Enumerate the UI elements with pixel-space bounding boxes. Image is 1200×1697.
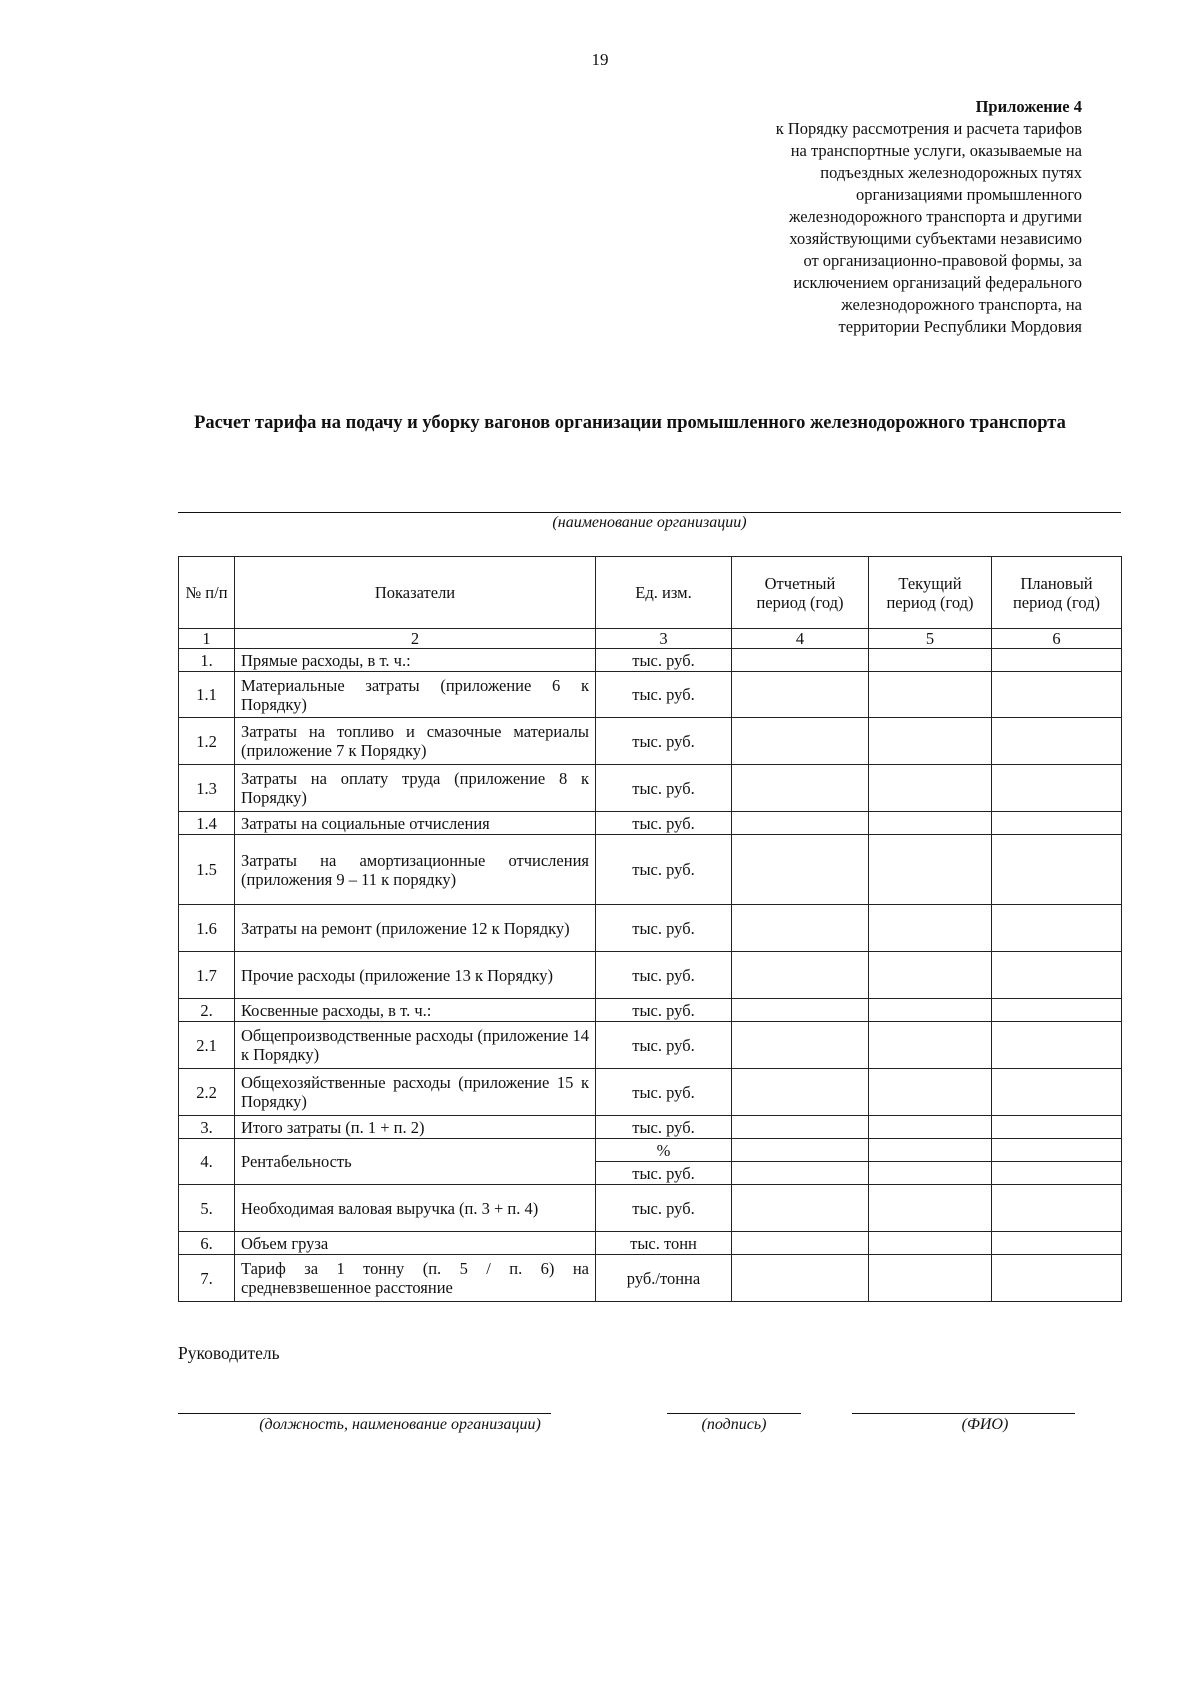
row-unit: тыс. руб.: [596, 672, 732, 718]
column-number-row: [179, 629, 1122, 649]
value-cell-planned[interactable]: [992, 999, 1122, 1022]
value-cell-planned[interactable]: [992, 1069, 1122, 1116]
header-num: № п/п: [179, 557, 235, 629]
row-num: 1.5: [179, 835, 235, 905]
value-cell-current[interactable]: [869, 812, 992, 835]
table-row: [179, 718, 1122, 765]
row-num: 4.: [179, 1139, 235, 1185]
value-cell-current[interactable]: [869, 905, 992, 952]
appendix-line: хозяйствующими субъектами независимо: [789, 229, 1082, 248]
value-cell-current[interactable]: [869, 952, 992, 999]
value-cell-planned[interactable]: [992, 952, 1122, 999]
value-cell-reported[interactable]: [732, 1255, 869, 1302]
row-num: 1.: [179, 649, 235, 672]
appendix-line: исключением организаций федерального: [793, 273, 1082, 292]
value-cell-current[interactable]: [869, 649, 992, 672]
table-row: [179, 1022, 1122, 1069]
value-cell-current[interactable]: [869, 1022, 992, 1069]
value-cell-reported[interactable]: [732, 812, 869, 835]
page-number: 19: [591, 50, 609, 69]
row-unit: тыс. руб.: [596, 718, 732, 765]
row-unit: тыс. руб.: [596, 952, 732, 999]
value-cell-reported[interactable]: [732, 1069, 869, 1116]
column-number: 2: [235, 629, 596, 649]
appendix-title: Приложение 4: [975, 97, 1082, 116]
row-indicator: Объем груза: [235, 1232, 596, 1255]
row-unit: руб./тонна: [596, 1255, 732, 1302]
row-unit: тыс. руб.: [596, 999, 732, 1022]
value-cell-current[interactable]: [869, 1139, 992, 1162]
table-row: [179, 1232, 1122, 1255]
value-cell-reported[interactable]: [732, 1116, 869, 1139]
table-header-row: [179, 557, 1122, 629]
row-num: 2.: [179, 999, 235, 1022]
value-cell-planned[interactable]: [992, 905, 1122, 952]
value-cell-reported[interactable]: [732, 905, 869, 952]
value-cell-planned[interactable]: [992, 1162, 1122, 1185]
table-row: [179, 649, 1122, 672]
row-indicator: Затраты на социальные отчисления: [235, 812, 596, 835]
row-unit: тыс. руб.: [596, 649, 732, 672]
column-number: 6: [992, 629, 1122, 649]
value-cell-reported[interactable]: [732, 1185, 869, 1232]
value-cell-planned[interactable]: [992, 1185, 1122, 1232]
row-indicator: Прочие расходы (приложение 13 к Порядку): [235, 952, 596, 999]
appendix-line: подъездных железнодорожных путях: [820, 163, 1082, 182]
row-indicator: Рентабельность: [235, 1139, 596, 1185]
column-number: 4: [732, 629, 869, 649]
appendix-line: организациями промышленного: [855, 185, 1082, 204]
value-cell-reported[interactable]: [732, 765, 869, 812]
sign-signature-line[interactable]: [667, 1413, 801, 1414]
value-cell-current[interactable]: [869, 999, 992, 1022]
tariff-table: [178, 556, 1122, 1302]
appendix-line: на транспортные услуги, оказываемые на: [790, 141, 1082, 160]
value-cell-reported[interactable]: [732, 649, 869, 672]
value-cell-planned[interactable]: [992, 672, 1122, 718]
value-cell-current[interactable]: [869, 1116, 992, 1139]
row-indicator: Тариф за 1 тонну (п. 5 / п. 6) на средневзвешенное расстояние: [235, 1255, 596, 1302]
value-cell-planned[interactable]: [992, 1139, 1122, 1162]
value-cell-current[interactable]: [869, 1232, 992, 1255]
row-num: 7.: [179, 1255, 235, 1302]
value-cell-reported[interactable]: [732, 672, 869, 718]
value-cell-current[interactable]: [869, 1185, 992, 1232]
column-number: 3: [596, 629, 732, 649]
position-signature-line[interactable]: [178, 1413, 551, 1414]
value-cell-reported[interactable]: [732, 1022, 869, 1069]
value-cell-planned[interactable]: [992, 718, 1122, 765]
value-cell-current[interactable]: [869, 672, 992, 718]
column-number: 5: [869, 629, 992, 649]
organization-caption: (наименование организации): [552, 514, 747, 531]
position-caption: (должность, наименование организации): [259, 1416, 541, 1433]
value-cell-current[interactable]: [869, 1162, 992, 1185]
row-num: 3.: [179, 1116, 235, 1139]
value-cell-current[interactable]: [869, 718, 992, 765]
row-indicator: Затраты на ремонт (приложение 12 к Порядку): [235, 905, 596, 952]
row-num: 1.2: [179, 718, 235, 765]
appendix-line: железнодорожного транспорта, на: [841, 295, 1082, 314]
appendix-block: [662, 96, 1082, 338]
appendix-line: от организационно-правовой формы, за: [803, 251, 1082, 270]
row-num: 2.2: [179, 1069, 235, 1116]
document-title: Расчет тарифа на подачу и уборку вагонов организации промышленного железнодорожного транспорта: [194, 413, 1066, 433]
value-cell-planned[interactable]: [992, 765, 1122, 812]
row-unit: тыс. руб.: [596, 1185, 732, 1232]
header-unit: Ед. изм.: [596, 557, 732, 629]
appendix-line: к Порядку рассмотрения и расчета тарифов: [775, 119, 1082, 138]
value-cell-current[interactable]: [869, 1255, 992, 1302]
table-row: [179, 835, 1122, 905]
row-unit: тыс. руб.: [596, 835, 732, 905]
value-cell-planned[interactable]: [992, 1232, 1122, 1255]
sign-caption: (подпись): [701, 1416, 767, 1433]
row-indicator: Общепроизводственные расходы (приложение 14 к Порядку): [235, 1022, 596, 1069]
appendix-line: территории Республики Мордовия: [838, 317, 1082, 336]
appendix-line: железнодорожного транспорта и другими: [789, 207, 1082, 226]
value-cell-reported[interactable]: [732, 952, 869, 999]
row-indicator: Затраты на амортизационные отчисления (приложения 9 – 11 к порядку): [235, 835, 596, 905]
header-indicator: Показатели: [235, 557, 596, 629]
value-cell-reported[interactable]: [732, 1139, 869, 1162]
row-indicator: Затраты на оплату труда (приложение 8 к Порядку): [235, 765, 596, 812]
row-unit: тыс. руб.: [596, 1162, 732, 1185]
row-indicator: Прямые расходы, в т. ч.:: [235, 649, 596, 672]
row-num: 1.7: [179, 952, 235, 999]
row-num: 1.6: [179, 905, 235, 952]
table-row: [179, 812, 1122, 835]
organization-name-line[interactable]: [178, 512, 1121, 513]
row-unit: тыс. руб.: [596, 905, 732, 952]
row-num: 1.4: [179, 812, 235, 835]
row-num: 1.3: [179, 765, 235, 812]
table-row: [179, 765, 1122, 812]
row-indicator: Косвенные расходы, в т. ч.:: [235, 999, 596, 1022]
row-num: 5.: [179, 1185, 235, 1232]
row-unit: тыс. руб.: [596, 765, 732, 812]
row-unit: %: [596, 1139, 732, 1162]
value-cell-planned[interactable]: [992, 812, 1122, 835]
value-cell-planned[interactable]: [992, 649, 1122, 672]
name-caption: (ФИО): [961, 1416, 1009, 1433]
row-indicator: Необходимая валовая выручка (п. 3 + п. 4): [235, 1185, 596, 1232]
row-unit: тыс. руб.: [596, 1022, 732, 1069]
row-num: 6.: [179, 1232, 235, 1255]
leader-label: Руководитель: [178, 1343, 280, 1363]
value-cell-current[interactable]: [869, 835, 992, 905]
header-planned-period: Плановый период (год): [992, 557, 1122, 629]
value-cell-reported[interactable]: [732, 1162, 869, 1185]
value-cell-planned[interactable]: [992, 835, 1122, 905]
header-reported-period: Отчетный период (год): [732, 557, 869, 629]
row-indicator: Итого затраты (п. 1 + п. 2): [235, 1116, 596, 1139]
row-unit: тыс. руб.: [596, 1069, 732, 1116]
row-unit: тыс. руб.: [596, 1116, 732, 1139]
row-indicator: Материальные затраты (приложение 6 к Порядку): [235, 672, 596, 718]
row-num: 2.1: [179, 1022, 235, 1069]
name-signature-line[interactable]: [852, 1413, 1075, 1414]
value-cell-planned[interactable]: [992, 1116, 1122, 1139]
table-row: [179, 999, 1122, 1022]
table-row: [179, 1116, 1122, 1139]
value-cell-planned[interactable]: [992, 1255, 1122, 1302]
table-row: [179, 905, 1122, 952]
row-unit: тыс. руб.: [596, 812, 732, 835]
value-cell-planned[interactable]: [992, 1022, 1122, 1069]
header-current-period: Текущий период (год): [869, 557, 992, 629]
value-cell-current[interactable]: [869, 1069, 992, 1116]
row-indicator: Затраты на топливо и смазочные материалы (приложение 7 к Порядку): [235, 718, 596, 765]
value-cell-reported[interactable]: [732, 835, 869, 905]
value-cell-current[interactable]: [869, 765, 992, 812]
row-indicator: Общехозяйственные расходы (приложение 15 к Порядку): [235, 1069, 596, 1116]
table-row: [179, 672, 1122, 718]
row-num: 1.1: [179, 672, 235, 718]
value-cell-reported[interactable]: [732, 1232, 869, 1255]
table-row: [179, 1139, 1122, 1162]
table-row: [179, 952, 1122, 999]
table-row: [179, 1069, 1122, 1116]
column-number: 1: [179, 629, 235, 649]
value-cell-reported[interactable]: [732, 999, 869, 1022]
table-row: [179, 1255, 1122, 1302]
value-cell-reported[interactable]: [732, 718, 869, 765]
table-row: [179, 1185, 1122, 1232]
row-unit: тыс. тонн: [596, 1232, 732, 1255]
